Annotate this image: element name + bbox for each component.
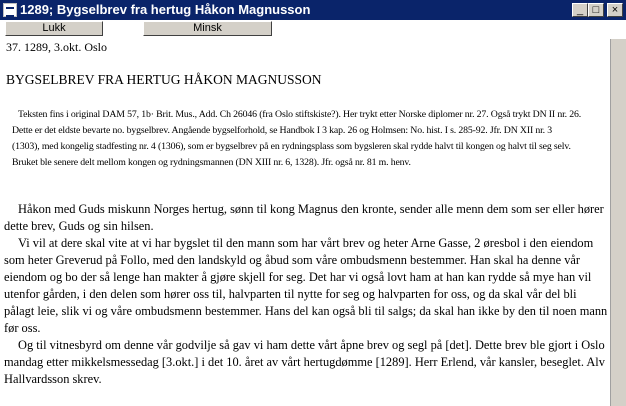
- minimize-button[interactable]: _: [572, 3, 588, 17]
- paragraph: Håkon med Guds miskunn Norges hertug, sønn til kong Magnus den kronte, sender alle menn dem som ser eller hører dette brev, Guds og sin hilsen.: [4, 202, 604, 233]
- paragraph: Og til vitnesbyrd om denne vår godvilje så gav vi ham dette vårt åpne brev og segl på [det]. Dette brev ble gjort i Oslo mandag etter mikkelsmessedag [3.okt.] i det 10. året av vårt hertugdømme [1289]. Herr Erlend, vår kansler, beseglet. Alv Hallvardsson skrev.: [4, 338, 605, 386]
- note-line: Teksten fins i original DAM 57, 1b· Brit. Mus., Add. Ch 26046 (fra Oslo stiftskiste?). Her trykt etter Norske diplomer nr. 27. Også trykt DN II nr. 26.: [18, 109, 582, 120]
- app-icon: [3, 3, 17, 17]
- note-line: Dette er det eldste bevarte no. bygselbrev. Angående bygselforhold, se Handbok I 3 kap. 26 og Holmsen: No. hist. I s. 285-92. Jfr. DN XII nr. 3: [12, 125, 553, 136]
- maximize-button[interactable]: □: [588, 3, 604, 17]
- close-document-button[interactable]: Lukk: [5, 21, 103, 36]
- note-line: (1303), med kongelig stadfesting nr. 4 (1306), som er bygselbrev på en rydningsplass som bygsleren skal rydde halvt til kongen og halvt til seg selv.: [12, 141, 571, 152]
- title-bar: [0, 0, 626, 20]
- document-title: BYGSELBREV FRA HERTUG HÅKON MAGNUSSON: [6, 72, 322, 87]
- source-note: [12, 107, 610, 171]
- window-title: 1289; Bygselbrev fra hertug Håkon Magnusson: [20, 2, 311, 17]
- close-button[interactable]: ×: [607, 3, 623, 17]
- vertical-scrollbar[interactable]: [610, 39, 626, 406]
- toolbar: [0, 20, 626, 39]
- note-line: Bruket ble senere delt mellom kongen og rydningsmannen (DN XIII nr. 6, 1328). Jfr. også nr. 81 m. henv.: [12, 157, 411, 168]
- minimize-document-button[interactable]: Minsk: [143, 21, 272, 36]
- document-reference: 37. 1289, 3.okt. Oslo: [6, 40, 108, 54]
- document-content: [0, 39, 610, 406]
- letter-text: [4, 201, 608, 388]
- paragraph: Vi vil at dere skal vite at vi har bygslet til den mann som har vårt brev og heter Arne Gasse, 2 øresbol i den eiendom som heter Greverud på Follo, med den landskyld og åbud som våre ombudsmenn bestemmer. Han skal ha denne vår eiendom og bo der så lenge han makter å gjøre skjell for seg. Det har vi også lovt ham at han kan rydde så mye han vil utenfor gården, i den delen som hører oss til, halvparten til nytte for seg og halvparten for oss, og da skal vår del bli pålagt leie, slik vi og våre ombudsmenn bestemmer. Hans del kan også bli til salgs; da skal han ikke by den til noen mann før oss.: [4, 236, 608, 335]
